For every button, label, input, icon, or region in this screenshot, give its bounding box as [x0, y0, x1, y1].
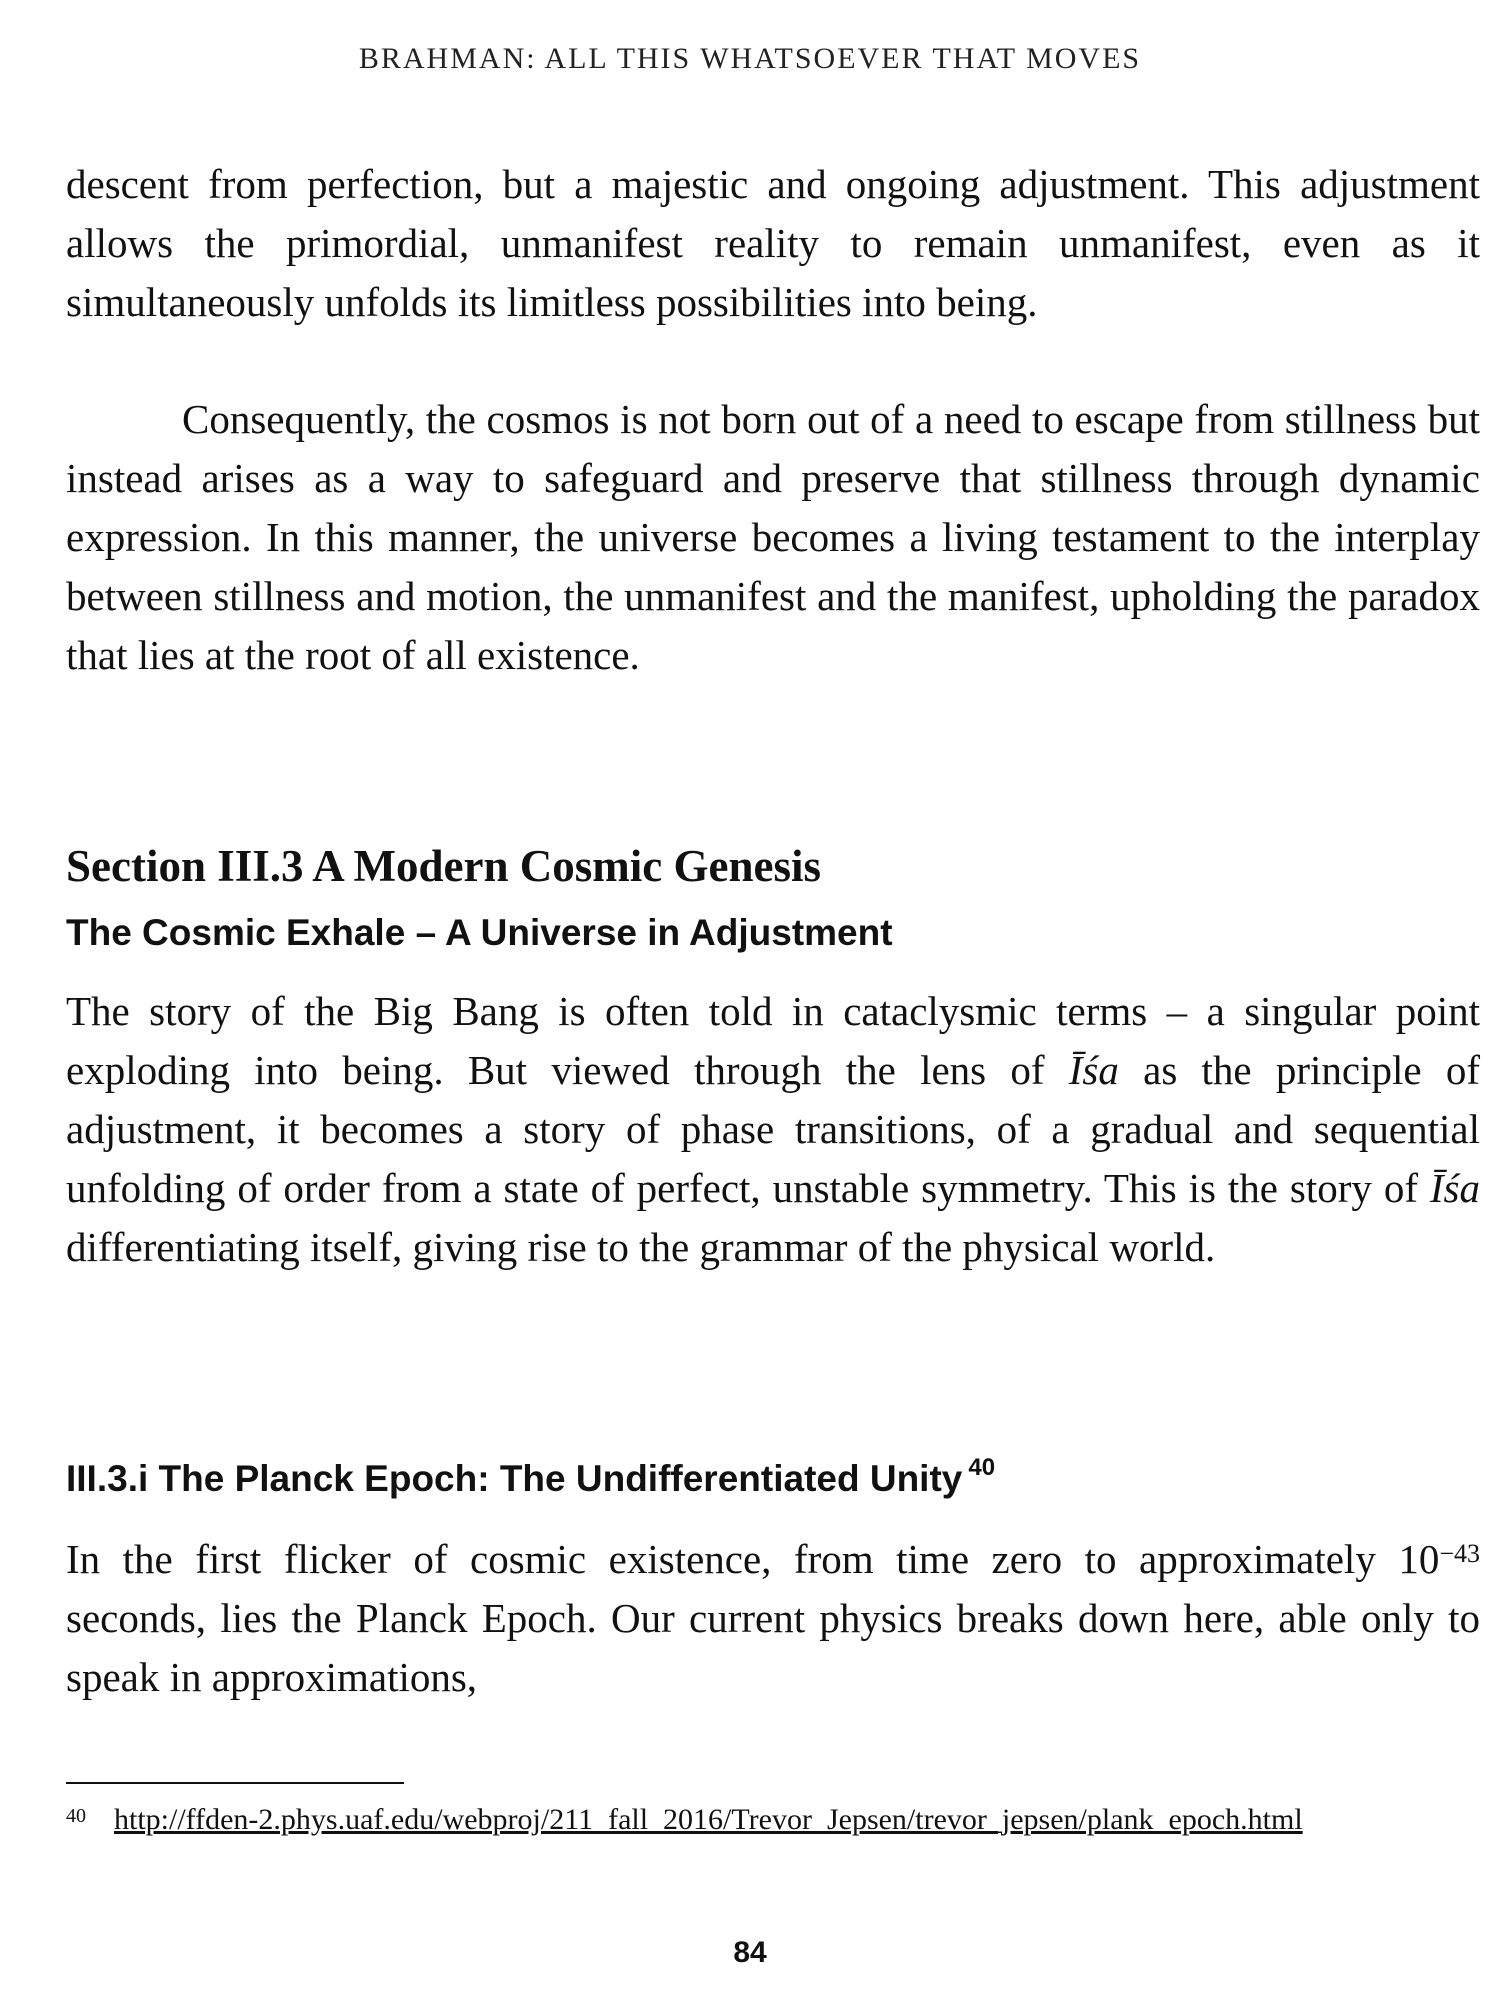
page-number: 84 [733, 1936, 767, 1969]
footnote-divider [66, 1782, 404, 1784]
exponent: −43 [1439, 1539, 1480, 1568]
paragraph-3-text-b: as the principle of adjustment, it becomes a story of phase transitions, of a gradual and sequential unfolding of order from a state of perfect, unstable symmetry. This is the story of [66, 1047, 1480, 1211]
paragraph-2: Consequently, the cosmos is not born out of a need to escape from stillness but instead arises as a way to safeguard and preserve that stillness through dynamic expression. In this manner, the universe becomes a living testament to the interplay between stillness and motion, the unmanifest and the manifest, upholding the paradox that lies at the root of all existence. [66, 396, 1480, 678]
isa-term: Īśa [1429, 1165, 1480, 1211]
paragraph-4-text-a: In the first flicker of cosmic existence, from time zero to approximately 10 [66, 1536, 1440, 1582]
paragraph-3-text-c: differentiating itself, giving rise to the grammar of the physical world. [66, 1224, 1216, 1270]
subheading-planck-epoch-text: III.3.i The Planck Epoch: The Undifferentiated Unity [66, 1458, 963, 1499]
footnote-reference[interactable]: 40 [968, 1454, 996, 1481]
footnote-number: 40 [66, 1805, 86, 1827]
paragraph-4-text-b: seconds, lies the Planck Epoch. Our current physics breaks down here, able only to speak in approximations, [66, 1595, 1480, 1700]
running-head: BRAHMAN: ALL THIS WHATSOEVER THAT MOVES [358, 42, 1142, 75]
subheading-planck-epoch [66, 1454, 996, 1500]
paragraph-3 [66, 982, 1480, 1277]
footnote-link[interactable]: http://ffden-2.phys.uaf.edu/webproj/211_fall_2016/Trevor_Jepsen/trevor_jepsen/plank_epoch.html [114, 1803, 1303, 1836]
paragraph-1: descent from perfection, but a majestic and ongoing adjustment. This adjustment allows the primordial, unmanifest reality to remain unmanifest, even as it simultaneously unfolds its limitless possibilities into being. [66, 161, 1480, 325]
section-heading: Section III.3 A Modern Cosmic Genesis [66, 841, 822, 891]
footnote [66, 1800, 1480, 1840]
isa-term: Īśa [1068, 1047, 1119, 1093]
subheading-cosmic-exhale: The Cosmic Exhale – A Universe in Adjustment [66, 912, 893, 953]
paragraph-3-text-a: The story of the Big Bang is often told in cataclysmic terms – a singular point exploding into being. But viewed through the lens of [66, 988, 1480, 1093]
paragraph-4 [66, 1530, 1480, 1707]
